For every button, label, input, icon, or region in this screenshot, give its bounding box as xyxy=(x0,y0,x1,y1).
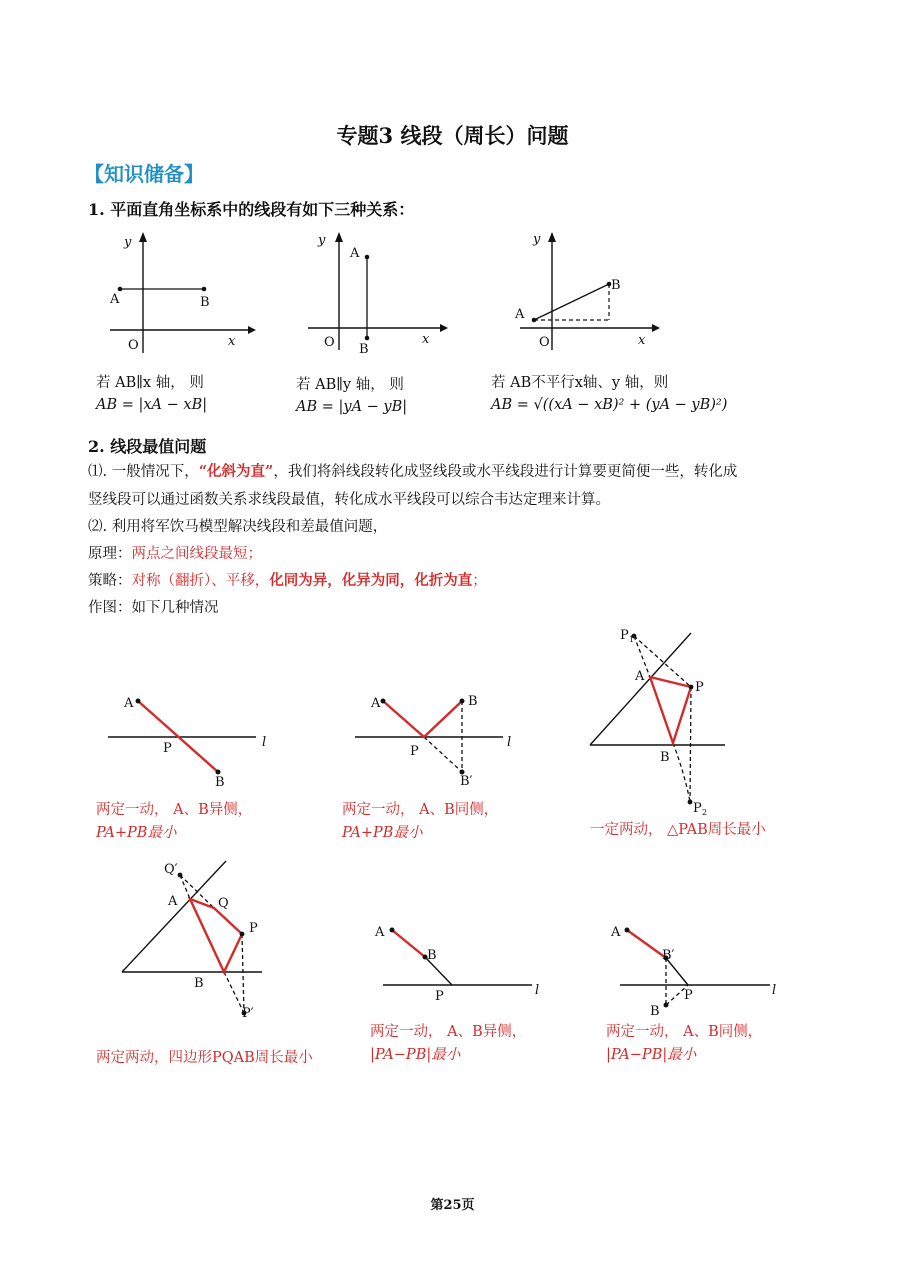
svg-text:B: B xyxy=(194,976,204,991)
svg-text:P: P xyxy=(249,921,258,936)
svg-text:x: x xyxy=(638,333,646,348)
svg-text:1: 1 xyxy=(629,635,635,644)
svg-text:y: y xyxy=(318,233,326,248)
svg-text:A: A xyxy=(375,925,385,940)
svg-text:P: P xyxy=(684,988,693,1003)
figure-same-side-sum xyxy=(350,685,530,795)
principle-line: 原理：两点之间线段最短； xyxy=(88,546,262,562)
svg-text:O: O xyxy=(324,335,335,350)
figure-quadrilateral-perimeter xyxy=(118,855,268,1025)
strategy-line: 策略：对称（翻折）、平移，化同为异，化异为同，化折为直； xyxy=(88,572,487,589)
svg-text:P: P xyxy=(410,744,419,759)
svg-text:A: A xyxy=(350,246,360,261)
svg-text:y: y xyxy=(533,232,541,247)
coord-figure-oblique xyxy=(510,228,670,358)
caption-figure-5: 两定一动， A、B异侧， |PA−PB|最小 xyxy=(370,1024,527,1063)
figure-opposite-sides-difference xyxy=(375,918,550,1008)
caption-figure-1: 两定一动， A、B异侧， PA+PB最小 xyxy=(96,802,253,841)
svg-text:P: P xyxy=(163,741,172,756)
item-2-heading: 2. 线段最值问题 xyxy=(88,437,207,456)
paragraph-2: ⑵. 利用将军饮马模型解决线段和差最值问题， xyxy=(88,519,388,535)
section-heading-knowledge: 【知识储备】 xyxy=(84,162,204,186)
svg-text:l: l xyxy=(262,735,267,750)
svg-text:B: B xyxy=(611,278,621,293)
figure-same-side-difference xyxy=(608,918,783,1018)
paragraph-1: ⑴. 一般情况下，“化斜为直”，我们将斜线段转化成竖线段或水平线段进行计算要更简便一些，转化成 竖线段可以通过函数关系求线段最值，转化成水平线段可以综合韦达定理来计算。 xyxy=(88,463,738,508)
caption-figure-3: 一定两动， △PAB周长最小 xyxy=(590,822,766,838)
svg-text:2: 2 xyxy=(702,808,708,817)
svg-text:Q′: Q′ xyxy=(164,862,178,877)
figure-opposite-sides-sum xyxy=(100,690,280,795)
caption-oblique: 若 AB不平行x轴、y 轴，则 AB = √((xA − xB)² + (yA − yB)²) xyxy=(491,375,728,413)
svg-text:O: O xyxy=(128,338,139,353)
caption-figure-2: 两定一动， A、B同侧， PA+PB最小 xyxy=(342,802,499,841)
svg-text:B: B xyxy=(359,342,369,357)
svg-text:B′: B′ xyxy=(662,948,675,963)
svg-text:x: x xyxy=(228,334,236,349)
svg-text:A: A xyxy=(168,894,178,909)
caption-horizontal: 若 AB∥x 轴， 则 AB = |xA − xB| xyxy=(96,375,208,413)
svg-text:B′: B′ xyxy=(460,774,473,789)
caption-figure-6: 两定一动， A、B同侧， |PA−PB|最小 xyxy=(606,1024,763,1063)
svg-text:l: l xyxy=(507,735,512,750)
figure-triangle-perimeter xyxy=(585,625,735,820)
svg-text:P′: P′ xyxy=(242,1006,254,1021)
svg-text:B: B xyxy=(427,948,437,963)
svg-text:P: P xyxy=(695,680,704,695)
page-number: 第25页 xyxy=(430,1198,475,1213)
svg-text:y: y xyxy=(124,235,132,250)
svg-text:O: O xyxy=(539,335,550,350)
caption-figure-4: 两定两动，四边形PQAB周长最小 xyxy=(96,1050,313,1066)
svg-text:l: l xyxy=(535,983,540,998)
drawing-line: 作图：如下几种情况 xyxy=(88,600,219,616)
coord-figure-horizontal xyxy=(100,228,260,358)
svg-text:P: P xyxy=(693,801,702,816)
svg-text:Q: Q xyxy=(218,896,229,911)
svg-text:A: A xyxy=(110,292,120,307)
item-1-heading: 1. 平面直角坐标系中的线段有如下三种关系： xyxy=(88,200,415,219)
svg-text:A: A xyxy=(611,925,621,940)
caption-vertical: 若 AB∥y 轴， 则 AB = |yA − yB| xyxy=(296,377,408,415)
svg-text:B: B xyxy=(468,694,478,709)
svg-text:x: x xyxy=(422,332,430,347)
page-title: 专题3 线段（周长）问题 xyxy=(336,123,569,148)
svg-text:A: A xyxy=(371,696,381,711)
coord-figure-vertical xyxy=(300,228,460,358)
svg-text:A: A xyxy=(515,307,525,322)
svg-text:l: l xyxy=(772,983,777,998)
svg-text:A: A xyxy=(124,696,134,711)
svg-text:A: A xyxy=(635,669,645,684)
svg-text:B: B xyxy=(200,295,210,310)
svg-text:P: P xyxy=(620,628,629,643)
svg-text:B: B xyxy=(660,750,670,765)
svg-text:B: B xyxy=(650,1004,660,1019)
svg-text:B: B xyxy=(215,775,225,790)
svg-text:P: P xyxy=(435,989,444,1004)
